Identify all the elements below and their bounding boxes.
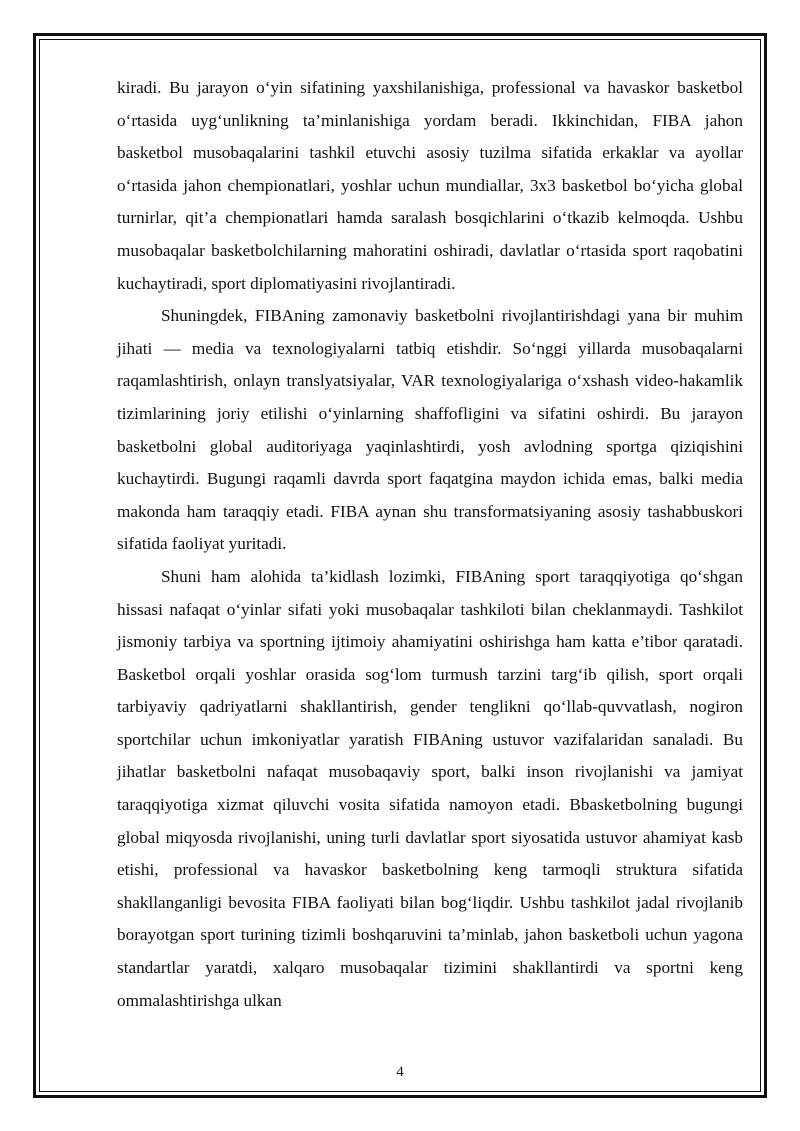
paragraph-2: Shuningdek, FIBAning zamonaviy basketbolni rivojlantirishdagi yana bir muhim jihati — media va texnologiyalarni tatbiq etishdir. So‘nggi yillarda musobaqalarni raqamlashtirish, onlayn translyatsiyalar, VAR texnologiyalariga o‘xshash video-hakamlik tizimlarining joriy etilishi o‘yinlarning shaffofligini va sifatini oshirdi. Bu jarayon basketbolni global auditoriyaga yaqinlashtirdi, yosh avlodning sportga qiziqishini kuchaytirdi. Bugungi raqamli davrda sport faqatgina maydon ichida emas, balki media makonda ham taraqqiy etadi. FIBA aynan shu transformatsiyaning asosiy tashabbuskori sifatida faoliyat yuritadi. xyxy=(117,306,743,554)
paragraph-3: Shuni ham alohida ta’kidlash lozimki, FIBAning sport taraqqiyotiga qo‘shgan hissasi nafaqat o‘yinlar sifati yoki musobaqalar tashkiloti bilan cheklanmaydi. Tashkilot jismoniy tarbiya va sportning ijtimoiy ahamiyatini oshirishga ham katta e’tibor qaratadi. Basketbol orqali yoshlar orasida sog‘lom turmush tarzini targ‘ib qilish, sport orqali tarbiyaviy qadriyatlarni shakllantirish, gender tenglikni qo‘llab-quvvatlash, nogiron sportchilar uchun imkoniyatlar yaratish FIBAning ustuvor vazifalaridan sanaladi. Bu jihatlar basketbolni nafaqat musobaqaviy sport, balki inson rivojlanishi va jamiyat taraqqiyotiga xizmat qiluvchi vosita sifatida namoyon etadi. Bbasketbolning bugungi global miqyosda rivojlanishi, uning turli davlatlar sport siyosatida ustuvor ahamiyat kasb etishi, professional va havaskor basketbolning keng tarmoqli struktura sifatida shakllanganligi bevosita FIBA faoliyati bilan bog‘liqdir. Ushbu tashkilot jadal rivojlanib borayotgan sport turining tizimli boshqaruvini ta’minlab, jahon basketboli uchun yagona standartlar yaratdi, xalqaro musobaqalar tizimini shakllantirdi va sportni keng ommalashtirishga ulkan xyxy=(117,566,743,1010)
page-body xyxy=(117,72,743,1017)
paragraph-1: kiradi. Bu jarayon o‘yin sifatining yaxshilanishiga, professional va havaskor basketbol o‘rtasida uyg‘unlikning ta’minlanishiga yordam beradi. Ikkinchidan, FIBA jahon basketbol musobaqalarini tashkil etuvchi asosiy tuzilma sifatida erkaklar va ayollar o‘rtasida jahon chempionatlari, yoshlar uchun mundiallar, 3x3 basketbol bo‘yicha global turnirlar, qit’a chempionatlari hamda saralash bosqichlarini o‘tkazib kelmoqda. Ushbu musobaqalar basketbolchilarning mahoratini oshiradi, davlatlar o‘rtasida sport raqobatini kuchaytiradi, sport diplomatiyasini rivojlantiradi. xyxy=(117,78,743,293)
page-number: 4 xyxy=(396,1064,404,1080)
